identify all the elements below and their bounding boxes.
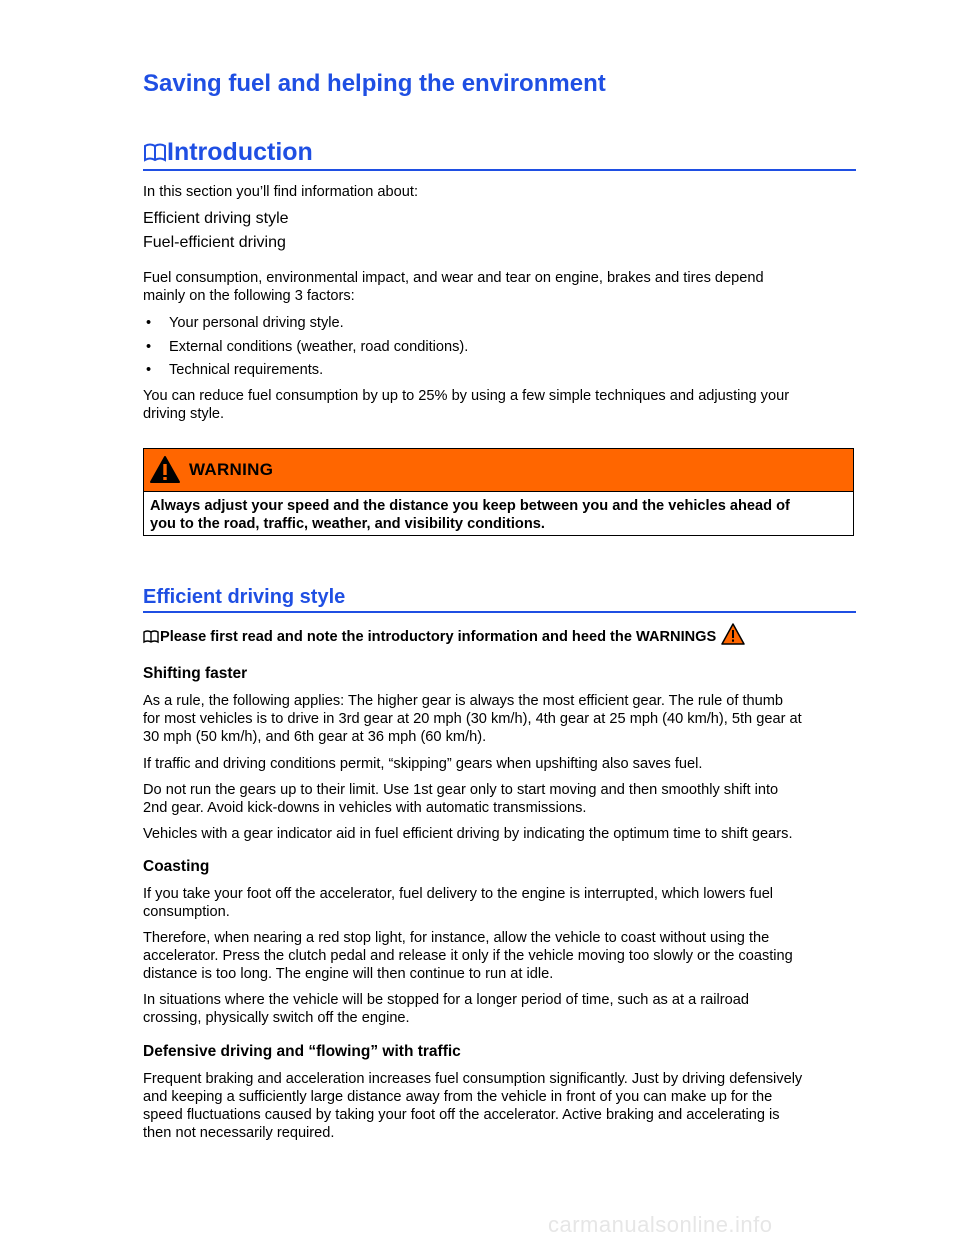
coasting-paragraph-2: Therefore, when nearing a red stop light, for instance, allow the vehicle to coast without using the accelerator. Press the clutch pedal and release it only if the vehicle moving too slowly or the coasting distance is too long. The engine will then continue to run at idle. — [143, 930, 793, 982]
subheading-defensive: Defensive driving and “flowing” with traffic — [143, 1043, 461, 1060]
intro-lead: In this section you’ll find information about: — [143, 184, 419, 200]
section-heading-efficient: Efficient driving style — [143, 586, 346, 608]
shifting-paragraph-2: If traffic and driving conditions permit, “skipping” gears when upshifting also saves fuel. — [143, 756, 703, 772]
list-item: • Your personal driving style. — [146, 315, 344, 331]
book-icon — [143, 630, 159, 644]
shifting-paragraph-4: Vehicles with a gear indicator aid in fuel efficient driving by indicating the optimum time to shift gears. — [143, 826, 793, 842]
page-title: Saving fuel and helping the environment — [143, 70, 606, 97]
coasting-paragraph-3: In situations where the vehicle will be stopped for a longer period of time, such as at a railroad crossing, physically switch off the engine. — [143, 992, 749, 1026]
list-item: • Technical requirements. — [146, 362, 324, 378]
warning-icon — [149, 455, 181, 485]
warning-triangle-icon[interactable] — [720, 622, 746, 646]
shifting-paragraph-1: As a rule, the following applies: The higher gear is always the most efficient gear. The rule of thumb for most vehicles is to drive in 3rd gear at 20 mph (30 km/h), 4th gear at 25 mph (40 km/h), 5th gear at 30 mph (50 km/h), and 6th gear at 36 mph (60 km/h). — [143, 693, 802, 745]
watermark: carmanualsonline.info — [548, 1212, 773, 1237]
warning-label: WARNING — [189, 460, 274, 479]
intro-heading — [143, 138, 313, 167]
heading-rule — [143, 169, 856, 171]
link-fuel-efficient-driving[interactable]: Fuel-efficient driving — [143, 234, 286, 251]
book-icon — [143, 142, 167, 164]
shifting-paragraph-3: Do not run the gears up to their limit. Use 1st gear only to start moving and then smoothly shift into 2nd gear. Avoid kick-downs in vehicles with automatic transmissions. — [143, 782, 779, 816]
subheading-coasting: Coasting — [143, 858, 210, 875]
warning-text: Always adjust your speed and the distance you keep between you and the vehicles ahead of you to the road, traffic, weather, and visibility conditions. — [150, 498, 790, 532]
intro-paragraph-1: Fuel consumption, environmental impact, and wear and tear on engine, brakes and tires depend mainly on the following 3 factors: — [143, 270, 764, 304]
warning-header — [144, 449, 853, 492]
intro-paragraph-2: You can reduce fuel consumption by up to 25% by using a few simple techniques and adjusting your driving style. — [143, 388, 790, 422]
warning-box — [143, 448, 854, 536]
coasting-paragraph-1: If you take your foot off the accelerator, fuel delivery to the engine is interrupted, which lowers fuel consumption. — [143, 886, 774, 920]
defensive-paragraph-1: Frequent braking and acceleration increases fuel consumption significantly. Just by driving defensively and keeping a sufficiently large distance away from the vehicle in front of you can make up for the speed fluctuations caused by taking your foot off the accelerator. Active braking and accelerating is then not necessarily required. — [143, 1071, 803, 1141]
subheading-shifting: Shifting faster — [143, 665, 248, 682]
heading-rule — [143, 611, 856, 613]
intro-note: Please first read and note the introductory information and heed the WARNINGS — [143, 628, 746, 646]
link-efficient-driving-style[interactable]: Efficient driving style — [143, 210, 289, 227]
list-item: • External conditions (weather, road conditions). — [146, 339, 469, 355]
intro-heading-text: Introduction — [167, 138, 313, 166]
